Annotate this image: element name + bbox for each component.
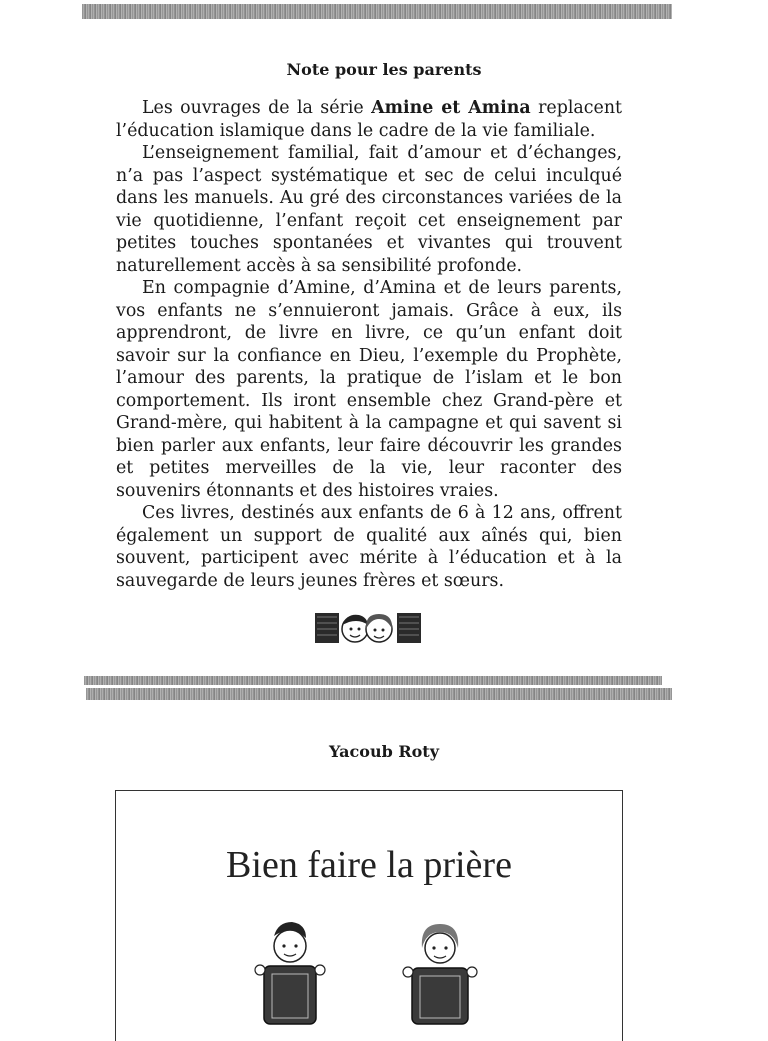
paragraph-1-after: replacent l’éducation islamique dans le cadre de la vie familiale. [116,98,623,141]
book-cover [115,790,623,1041]
girl-illustration [386,916,496,1026]
amine-amina-vignette-icon [315,607,421,647]
note-heading: Note pour les parents [286,60,482,79]
paragraph-4: Ces livres, destinés aux enfants de 6 à 12 ans, offrent également un support de qualité aux aînés qui, bien souvent, participent avec mérite à l’éducation et à la sauvegarde de leurs jeunes frères et sœurs. [116,503,622,591]
note-body [116,97,622,592]
top-scan-band [82,4,672,19]
boy-illustration [234,916,344,1026]
paragraph-2: L’enseignement familial, fait d’amour et d’échanges, n’a pas l’aspect systématique et sec de celui inculqué dans les manuels. Au gré des circonstances variées de la vie quotidienne, l’enfant reçoit cet enseignement par petites touches spontanées et vivantes qui trouvent naturellement accès à sa sensibilité profonde. [116,143,622,276]
series-name: Amine et Amina [371,98,531,118]
scan-band-2 [86,688,672,700]
scan-band-1 [84,676,662,685]
paragraph-1 [116,97,622,142]
author-name: Yacoub Roty [328,742,439,761]
paragraph-1-before: Les ouvrages de la série [142,98,372,118]
cover-title: Bien faire la prière [226,844,512,886]
paragraph-3: En compagnie d’Amine, d’Amina et de leurs parents, vos enfants ne s’ennuieront jamais. Grâce à eux, ils apprendront, de livre en livre, ce qu’un enfant doit savoir sur la confiance en Dieu, l’exemple du Prophète, l’amour des parents, la pratique de l’islam et le bon comportement. Ils iront ensemble chez Grand-père et Grand-mère, qui habitent à la campagne et qui savent si bien parler aux enfants, leur faire découvrir les grandes et petites merveilles de la vie, leur raconter des souvenirs étonnants et des histoires vraies. [116,278,622,501]
